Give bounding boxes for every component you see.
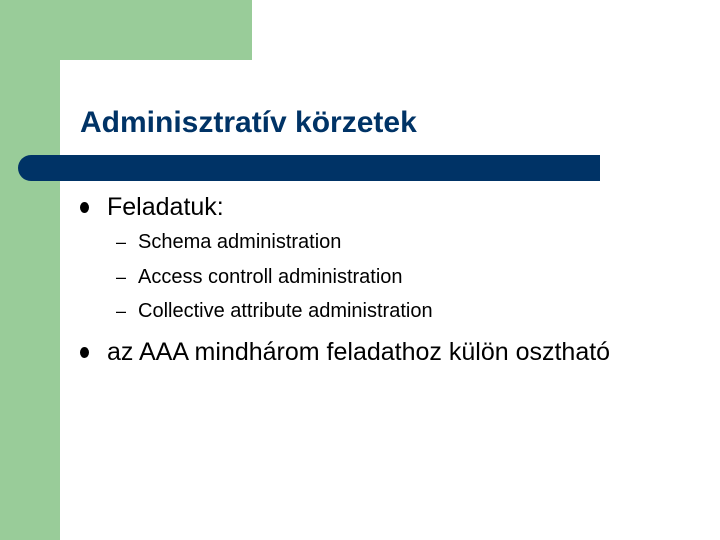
bullet-dot-icon	[80, 347, 89, 358]
dash-icon: –	[116, 232, 127, 252]
left-green-band	[0, 0, 60, 540]
dash-icon: –	[116, 301, 127, 321]
sub-bullet-collective	[116, 300, 433, 323]
sub-bullet-access	[116, 266, 403, 289]
sub-bullet-text: Collective attribute administration	[138, 300, 433, 322]
bullet-text: Feladatuk:	[107, 193, 224, 221]
sub-bullet-schema	[116, 231, 341, 254]
sub-bullet-text: Access controll administration	[138, 266, 403, 288]
bullet-dot-icon	[80, 202, 89, 213]
bullet-feladatuk	[80, 193, 224, 222]
dash-icon: –	[116, 267, 127, 287]
bullet-text: az AAA mindhárom feladathoz külön osztható	[107, 338, 611, 366]
sub-bullet-text: Schema administration	[138, 231, 342, 253]
slide-title: Adminisztratív körzetek	[80, 106, 417, 139]
bullet-aaa	[80, 338, 610, 367]
title-underline-bar	[18, 155, 600, 181]
top-green-band	[0, 0, 252, 60]
